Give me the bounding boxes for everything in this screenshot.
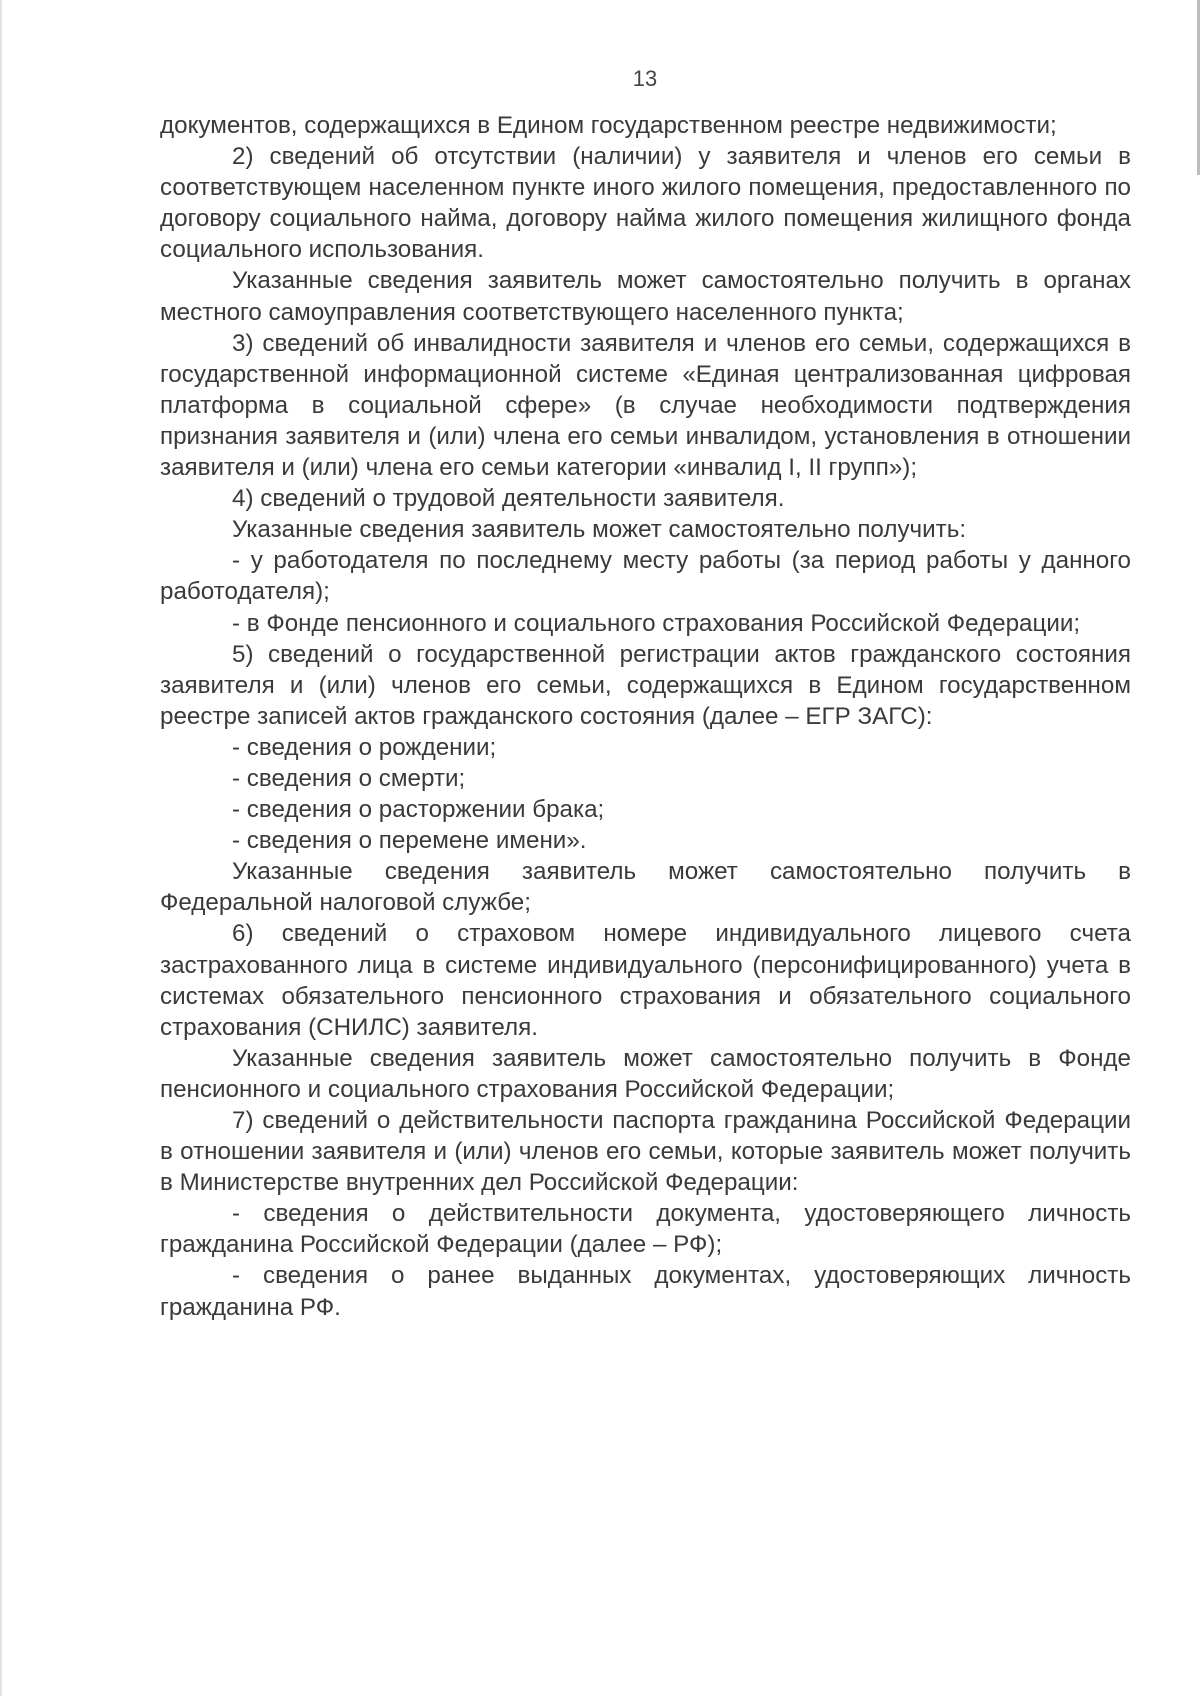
paragraph-dash-item: - в Фонде пенсионного и социального страхования Российской Федерации; [232, 609, 1081, 637]
paragraph-dash-item: - сведения о рождении; [232, 733, 497, 761]
paragraph-item-6: 6) сведений о страховом номере индивидуального лицевого счета застрахованного лица в системе индивидуального (персонифицированного) учета в системах обязательного пенсионного страхования и обязательного социального страхования (СНИЛС) заявителя. [160, 920, 1131, 1041]
paragraph-item-2: 2) сведений об отсутствии (наличии) у заявителя и членов его семьи в соответствующем населенном пункте иного жилого помещения, предоставленного по договору социального найма, договору найма жилого помещения жилищного фонда социального использования. [160, 143, 1131, 264]
paragraph-note: Указанные сведения заявитель может самостоятельно получить в Федеральной налоговой службе; [160, 858, 1131, 917]
paragraph-note: Указанные сведения заявитель может самостоятельно получить в Фонде пенсионного и социального страхования Российской Федерации; [160, 1044, 1131, 1103]
paragraph-item-3: 3) сведений об инвалидности заявителя и членов его семьи, содержащихся в государственной информационной системе «Единая централизованная цифровая платформа в социальной сфере» (в случае необходимости подтверждения признания заявителя и (или) члена его семьи инвалидом, установления в отношении заявителя и (или) члена его семьи категории «инвалид I, II групп»); [160, 329, 1131, 482]
paragraph-dash-item: - сведения о смерти; [232, 764, 466, 792]
paragraph-dash-item: - сведения о ранее выданных документах, удостоверяющих личность гражданина РФ. [160, 1262, 1131, 1321]
paragraph-note: Указанные сведения заявитель может самостоятельно получить в органах местного самоуправления соответствующего населенного пункта; [160, 267, 1131, 326]
paragraph-item-5: 5) сведений о государственной регистрации актов гражданского состояния заявителя и (или) членов его семьи, содержащихся в Едином государственном реестре записей актов гражданского состояния (далее – ЕГР ЗАГС): [160, 640, 1131, 730]
paragraph-continuation: документов, содержащихся в Едином государственном реестре недвижимости; [160, 112, 1057, 139]
paragraph-item-4: 4) сведений о трудовой деятельности заявителя. [232, 485, 785, 513]
paragraph-dash-item: - у работодателя по последнему месту работы (за период работы у данного работодателя); [160, 547, 1131, 606]
paragraph-dash-item: - сведения о расторжении брака; [232, 796, 605, 824]
page-number: 13 [632, 66, 658, 91]
paragraph-item-7: 7) сведений о действительности паспорта гражданина Российской Федерации в отношении заявителя и (или) членов его семьи, которые заявитель может получить в Министерстве внутренних дел Российской Федерации: [160, 1107, 1131, 1197]
page-left-edge [0, 0, 2, 1696]
paragraph-note: Указанные сведения заявитель может самостоятельно получить: [232, 516, 967, 544]
paragraph-dash-item: - сведения о действительности документа, удостоверяющего личность гражданина Российской Федерации (далее – РФ); [160, 1200, 1131, 1259]
paragraph-dash-item: - сведения о перемене имени». [232, 827, 587, 855]
document-body [160, 110, 1131, 1323]
